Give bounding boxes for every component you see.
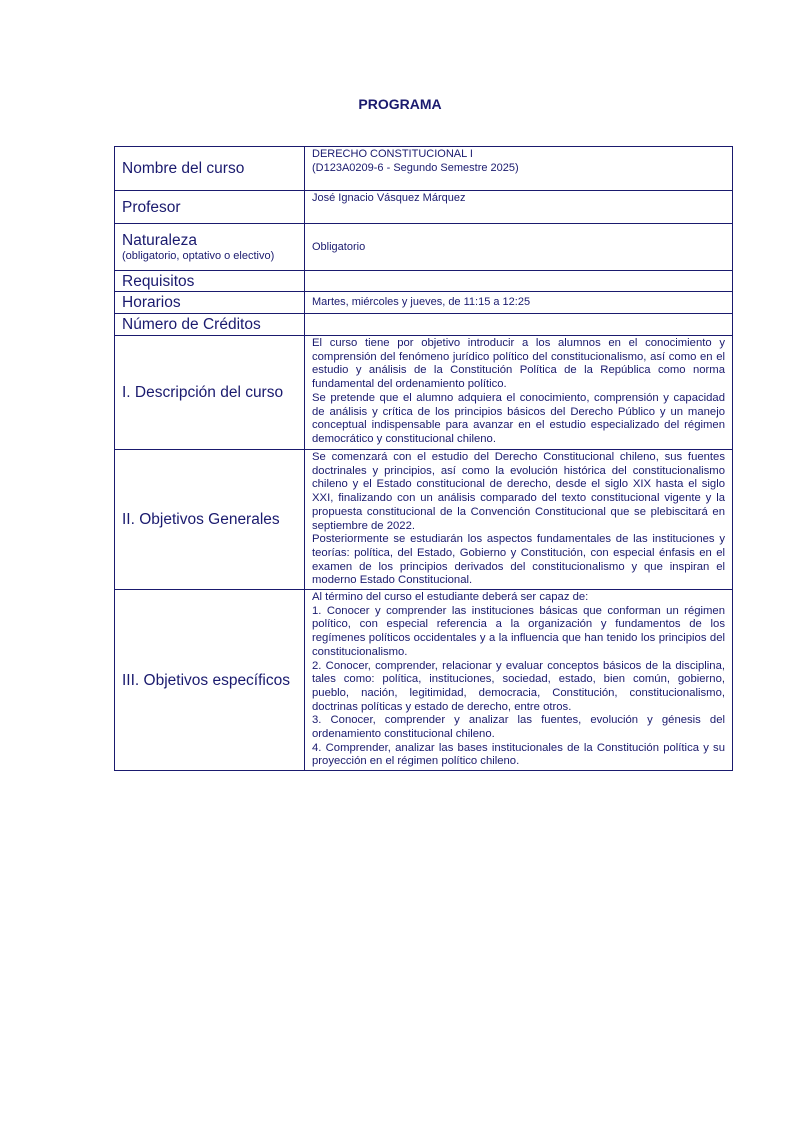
description-label: I. Descripción del curso — [115, 336, 305, 450]
row-requirements — [115, 271, 733, 292]
professor-label: Profesor — [115, 191, 305, 224]
credits-label: Número de Créditos — [115, 314, 305, 336]
specific-objectives-value — [305, 590, 733, 771]
row-nature — [115, 224, 733, 271]
row-description — [115, 336, 733, 450]
course-name-value — [305, 147, 733, 191]
nature-sublabel: (obligatorio, optativo o electivo) — [122, 250, 275, 262]
specific-objective-item: 2. Conocer, comprender, relacionar y evaluar conceptos básicos de la disciplina, tales como: política, instituciones, sociedad, estado, bien común, gobierno, pueblo, nación, legitimidad, democracia, Constitución, constitucionalismo, doctrinas políticas y estado de derecho, entre otros. — [312, 659, 725, 713]
general-objectives-paragraph: Posteriormente se estudiarán los aspectos fundamentales de las instituciones y teorías: política, del Estado, Gobierno y Constitución, con especial énfasis en el examen de los principios derivados del constitucionalismo y que inspiran el moderno Estado Constitucional. — [312, 533, 725, 587]
general-objectives-paragraph: Se comenzará con el estudio del Derecho Constitucional chileno, sus fuentes doctrinales y principios, así como la evolución histórica del constitucionalismo chileno y el Estado constitucional de derecho, desde el siglo XIX hasta el siglo XXI, finalizando con un análisis comparado del texto constitucional vigente y la propuesta constitucional de la Convención Constitucional que se plebiscitará en septiembre de 2022. — [312, 451, 725, 532]
page-title: PROGRAMA — [358, 96, 442, 112]
course-name-line: DERECHO CONSTITUCIONAL I — [312, 148, 473, 160]
program-table — [114, 146, 733, 771]
general-objectives-value — [305, 450, 733, 590]
specific-objective-item: 4. Comprender, analizar las bases institucionales de la Constitución política y su proyección en el régimen político chileno. — [312, 741, 725, 768]
specific-objectives-intro: Al término del curso el estudiante deberá ser capaz de: — [312, 591, 589, 603]
schedule-value: Martes, miércoles y jueves, de 11:15 a 12:25 — [305, 292, 733, 314]
requirements-value — [305, 271, 733, 292]
professor-value: José Ignacio Vásquez Márquez — [305, 191, 733, 224]
nature-label — [115, 224, 305, 271]
course-name-label: Nombre del curso — [115, 147, 305, 191]
credits-value — [305, 314, 733, 336]
row-specific-objectives — [115, 590, 733, 771]
row-general-objectives — [115, 450, 733, 590]
description-paragraph: Se pretende que el alumno adquiera el conocimiento, comprensión y capacidad de análisis y crítica de los principios básicos del Derecho Público y un manejo conceptual indispensable para avanzar en el estudio especializado del régimen democrático y constitucional chileno. — [312, 391, 725, 445]
nature-value: Obligatorio — [305, 224, 733, 271]
course-code-line: (D123A0209-6 - Segundo Semestre 2025) — [312, 161, 519, 174]
row-course-name — [115, 147, 733, 191]
nature-label-text: Naturaleza — [122, 232, 197, 249]
requirements-label: Requisitos — [115, 271, 305, 292]
description-paragraph: El curso tiene por objetivo introducir a los alumnos en el conocimiento y comprensión del fenómeno jurídico político del constitucionalismo, así como en el estudio y análisis de la Constitución Política de la República como norma fundamental del ordenamiento político. — [312, 337, 725, 391]
row-professor — [115, 191, 733, 224]
schedule-label: Horarios — [115, 292, 305, 314]
specific-objectives-label: III. Objetivos específicos — [115, 590, 305, 771]
specific-objective-item: 3. Conocer, comprender y analizar las fuentes, evolución y génesis del ordenamiento constitucional chileno. — [312, 714, 725, 741]
description-value — [305, 336, 733, 450]
row-credits — [115, 314, 733, 336]
specific-objective-item: 1. Conocer y comprender las instituciones básicas que conforman un régimen político, con especial referencia a la organización y fundamentos de los regímenes políticos occidentales y a la influencia que han tenido los principios del constitucionalismo. — [312, 604, 725, 658]
row-schedule — [115, 292, 733, 314]
general-objectives-label: II. Objetivos Generales — [115, 450, 305, 590]
